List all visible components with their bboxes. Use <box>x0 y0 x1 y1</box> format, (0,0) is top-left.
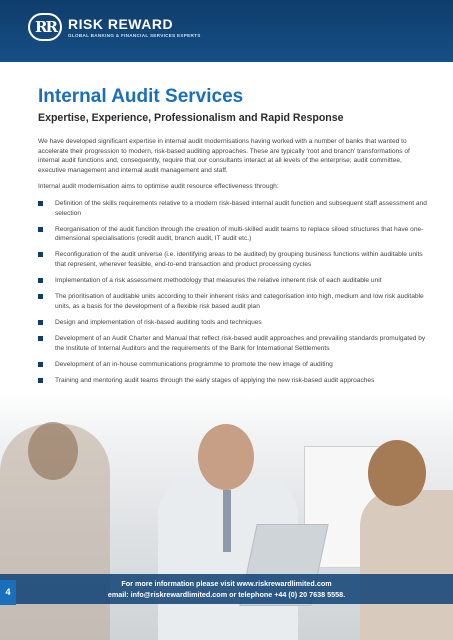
list-item-text: Design and implementation of risk-based auditing tools and techniques <box>55 318 262 326</box>
bullet-square-icon <box>38 362 43 367</box>
page-subtitle: Expertise, Experience, Professionalism and Rapid Response <box>38 112 344 124</box>
list-item <box>38 318 428 328</box>
list-item <box>38 250 428 269</box>
list-item-text: Reconfiguration of the audit universe (i.e. identifying areas to be audited) by grouping business functions within auditable units that represent, wherever feasible, end-to-end transaction and product processing cycles <box>55 251 423 268</box>
list-item-text: The prioritisation of auditable units according to their inherent risks and categorisation into high, medium and low risk auditable units, as a basis for the development of a flexible risk based audit plan <box>55 293 424 310</box>
lead-in-paragraph: Internal audit modernisation aims to optimise audit resource effectiveness through: <box>38 183 279 191</box>
person-center-head <box>198 424 254 490</box>
list-item <box>38 360 428 370</box>
bullet-square-icon <box>38 294 43 299</box>
list-item-text: Reorganisation of the audit function through the creation of multi-skilled audit teams to replace siloed structures that have one-dimensional specialisations (credit audit, branch audit, IT audit etc.) <box>55 225 424 243</box>
list-item-text: Development of an in-house communications programme to promote the new image of auditing <box>55 360 333 368</box>
page-title: Internal Audit Services <box>38 86 244 107</box>
list-item <box>38 376 428 386</box>
main-content <box>38 86 428 392</box>
brand-logo <box>28 11 208 51</box>
brand-tagline: GLOBAL BANKING & FINANCIAL SERVICES EXPERTS <box>68 33 201 38</box>
list-item <box>38 292 428 311</box>
list-item <box>38 334 428 353</box>
person-left-head <box>28 422 78 480</box>
logo-mark-text: RR <box>35 18 56 36</box>
header-band <box>0 0 453 62</box>
bullet-square-icon <box>38 378 43 383</box>
list-item <box>38 276 428 286</box>
list-item-text: Definition of the skills requirements relative to a modern risk-based internal audit function and subsequent staff assessment and selection <box>55 199 427 217</box>
list-item-text: Training and mentoring audit teams through the early stages of applying the new risk-based audit approaches <box>55 376 375 384</box>
list-item <box>38 199 428 218</box>
brand-name: RISK REWARD <box>68 16 174 32</box>
contact-line-email-phone: email: info@riskrewardlimited.com or telephone +44 (0) 20 7638 5558. <box>107 590 346 599</box>
bullet-square-icon <box>38 201 43 206</box>
bullet-square-icon <box>38 278 43 283</box>
person-right-head <box>368 440 426 506</box>
logo-mark-icon <box>28 13 62 41</box>
bullet-square-icon <box>38 227 43 232</box>
intro-paragraph: We have developed significant expertise in internal audit modernisations having worked with a number of banks that wanted to accelerate their progression to modern, risk-based auditing approaches. These are typically 'root and branch' transformations of internal audit functions and, consequently, require that our consultants interact at all levels of the enterprise; audit committee, executive management and internal audit management and staff. <box>38 138 410 174</box>
bullet-square-icon <box>38 252 43 257</box>
list-item-text: Development of an Audit Charter and Manual that reflect risk-based audit approaches and prevailing standards promulgated by the Institute of Internal Auditors and the requirements of the Bank for International Settlements <box>55 334 426 352</box>
bullet-square-icon <box>38 320 43 325</box>
bullet-list <box>38 199 428 385</box>
bullet-square-icon <box>38 336 43 341</box>
contact-text <box>0 578 453 600</box>
person-center-tie <box>223 490 231 552</box>
list-item-text: Implementation of a risk assessment methodology that measures the relative inherent risk of each auditable unit <box>55 277 382 285</box>
person-right-body <box>360 490 453 640</box>
page-number: 4 <box>0 580 16 605</box>
contact-line-website: For more information please visit www.riskrewardlimited.com <box>121 579 332 588</box>
list-item <box>38 225 428 244</box>
